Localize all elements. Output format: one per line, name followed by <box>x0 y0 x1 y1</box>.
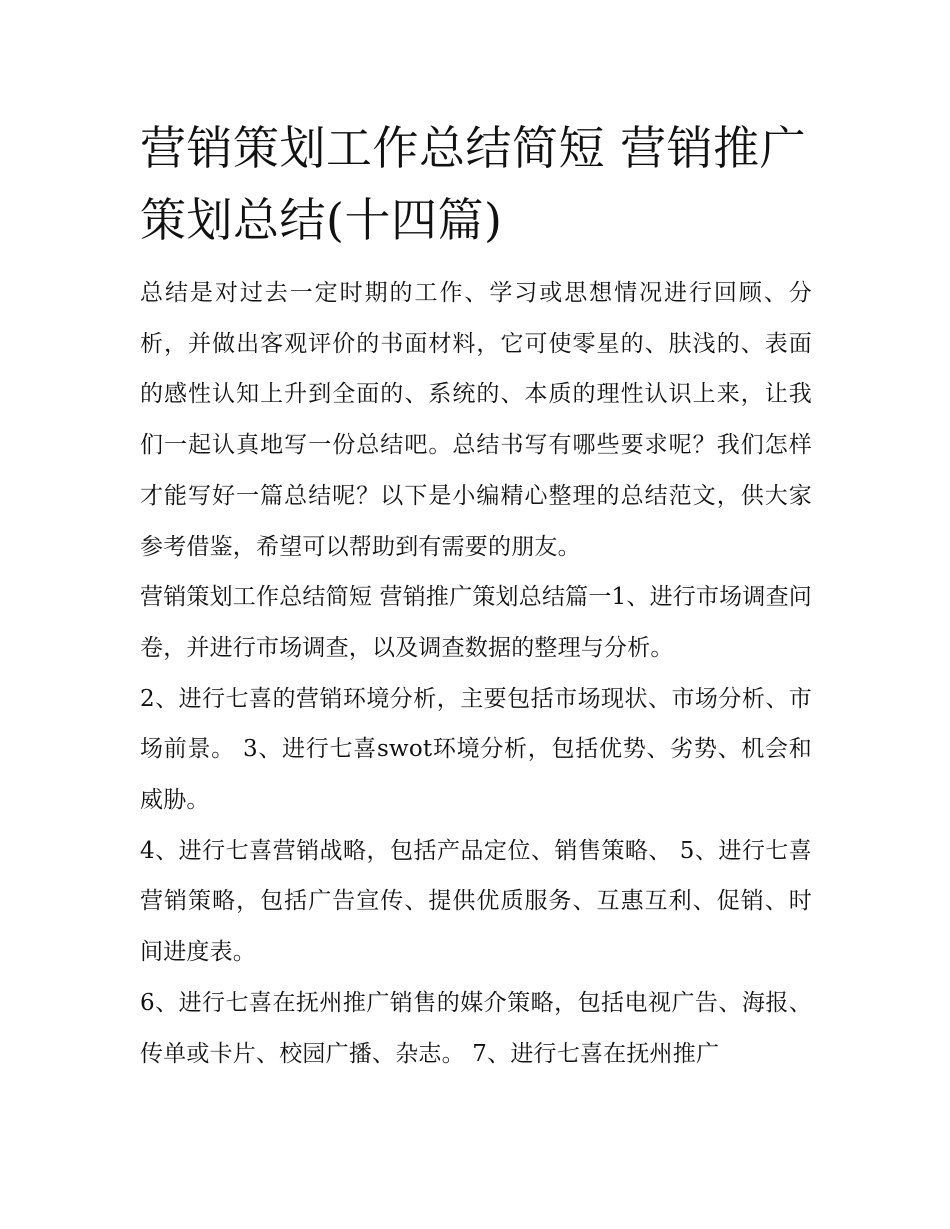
document-title: 营销策划工作总结简短 营销推广策划总结(十四篇) <box>140 121 807 247</box>
intro-paragraph: 总结是对过去一定时期的工作、学习或思想情况进行回顾、分析，并做出客观评价的书面材料，它可使零星的、肤浅的、表面的感性认知上升到全面的、系统的、本质的理性认识上来，让我们一起认真地写一份总结吧。总结书写有哪些要求呢？我们怎样才能写好一篇总结呢？以下是小编精心整理的总结范文，供大家参考借鉴，希望可以帮助到有需要的朋友。 <box>140 280 812 560</box>
section-one-paragraph: 营销策划工作总结简短 营销推广策划总结篇一1、进行市场调查问卷，并进行市场调查，以及调查数据的整理与分析。 <box>140 584 812 661</box>
item-two-three-paragraph: 2、进行七喜的营销环境分析，主要包括市场现状、市场分析、市场前景。 3、进行七喜swot环境分析，包括优势、劣势、机会和威胁。 <box>140 685 812 814</box>
document-page <box>140 112 812 1079</box>
item-six-seven-paragraph: 6、进行七喜在抚州推广销售的媒介策略，包括电视广告、海报、传单或卡片、校园广播、杂志。 7、进行七喜在抚州推广 <box>140 989 812 1067</box>
item-four-five-paragraph: 4、进行七喜营销战略，包括产品定位、销售策略、 5、进行七喜营销策略，包括广告宣传、提供优质服务、互惠互利、促销、时间进度表。 <box>140 837 812 966</box>
